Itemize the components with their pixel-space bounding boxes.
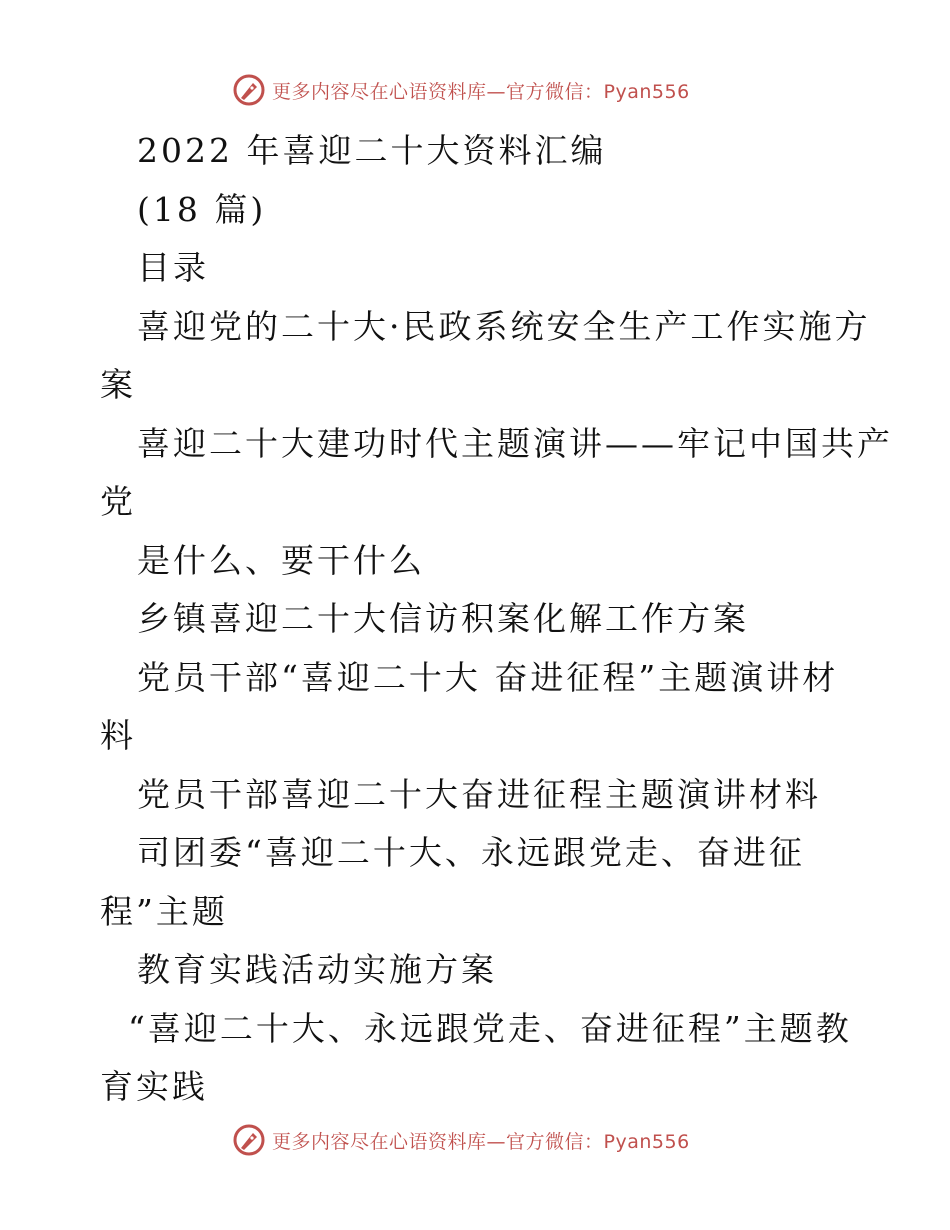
pen-nib-logo-icon (232, 1123, 266, 1157)
watermark-text: 更多内容尽在心语资料库—官方微信：Pyan556 (272, 80, 690, 103)
toc-item: 喜迎党的二十大·民政系统安全生产工作实施方 (137, 306, 871, 346)
toc-heading: 目录 (137, 248, 209, 287)
toc-item: 教育实践活动实施方案 (137, 950, 497, 989)
toc-item-continuation: 程”主题 (100, 891, 228, 931)
watermark-text: 更多内容尽在心语资料库—官方微信：Pyan556 (272, 1130, 690, 1153)
toc-item: “喜迎二十大、永远跟党走、奋进征程”主题教 (128, 1008, 852, 1048)
toc-item: 是什么、要干什么 (137, 540, 425, 580)
toc-item: 党员干部喜迎二十大奋进征程主题演讲材料 (137, 774, 821, 814)
document-title: 2022 年喜迎二十大资料汇编 (137, 131, 607, 170)
toc-item: 党员干部“喜迎二十大 奋进征程”主题演讲材 (137, 657, 839, 697)
toc-item-continuation: 党 (100, 482, 136, 521)
pen-nib-logo-icon (232, 73, 266, 107)
toc-item-continuation: 案 (100, 365, 136, 404)
article-count: (18 篇) (137, 189, 267, 229)
watermark-footer (232, 1120, 752, 1160)
document-body (100, 122, 893, 1117)
toc-item: 司团委“喜迎二十大、永远跟党走、奋进征 (137, 833, 805, 872)
toc-item: 喜迎二十大建功时代主题演讲——牢记中国共产 (137, 423, 893, 463)
toc-item: 乡镇喜迎二十大信访积案化解工作方案 (137, 599, 749, 638)
toc-item-continuation: 料 (100, 716, 136, 755)
toc-item-continuation: 育实践 (100, 1067, 208, 1106)
watermark-header (232, 70, 752, 110)
